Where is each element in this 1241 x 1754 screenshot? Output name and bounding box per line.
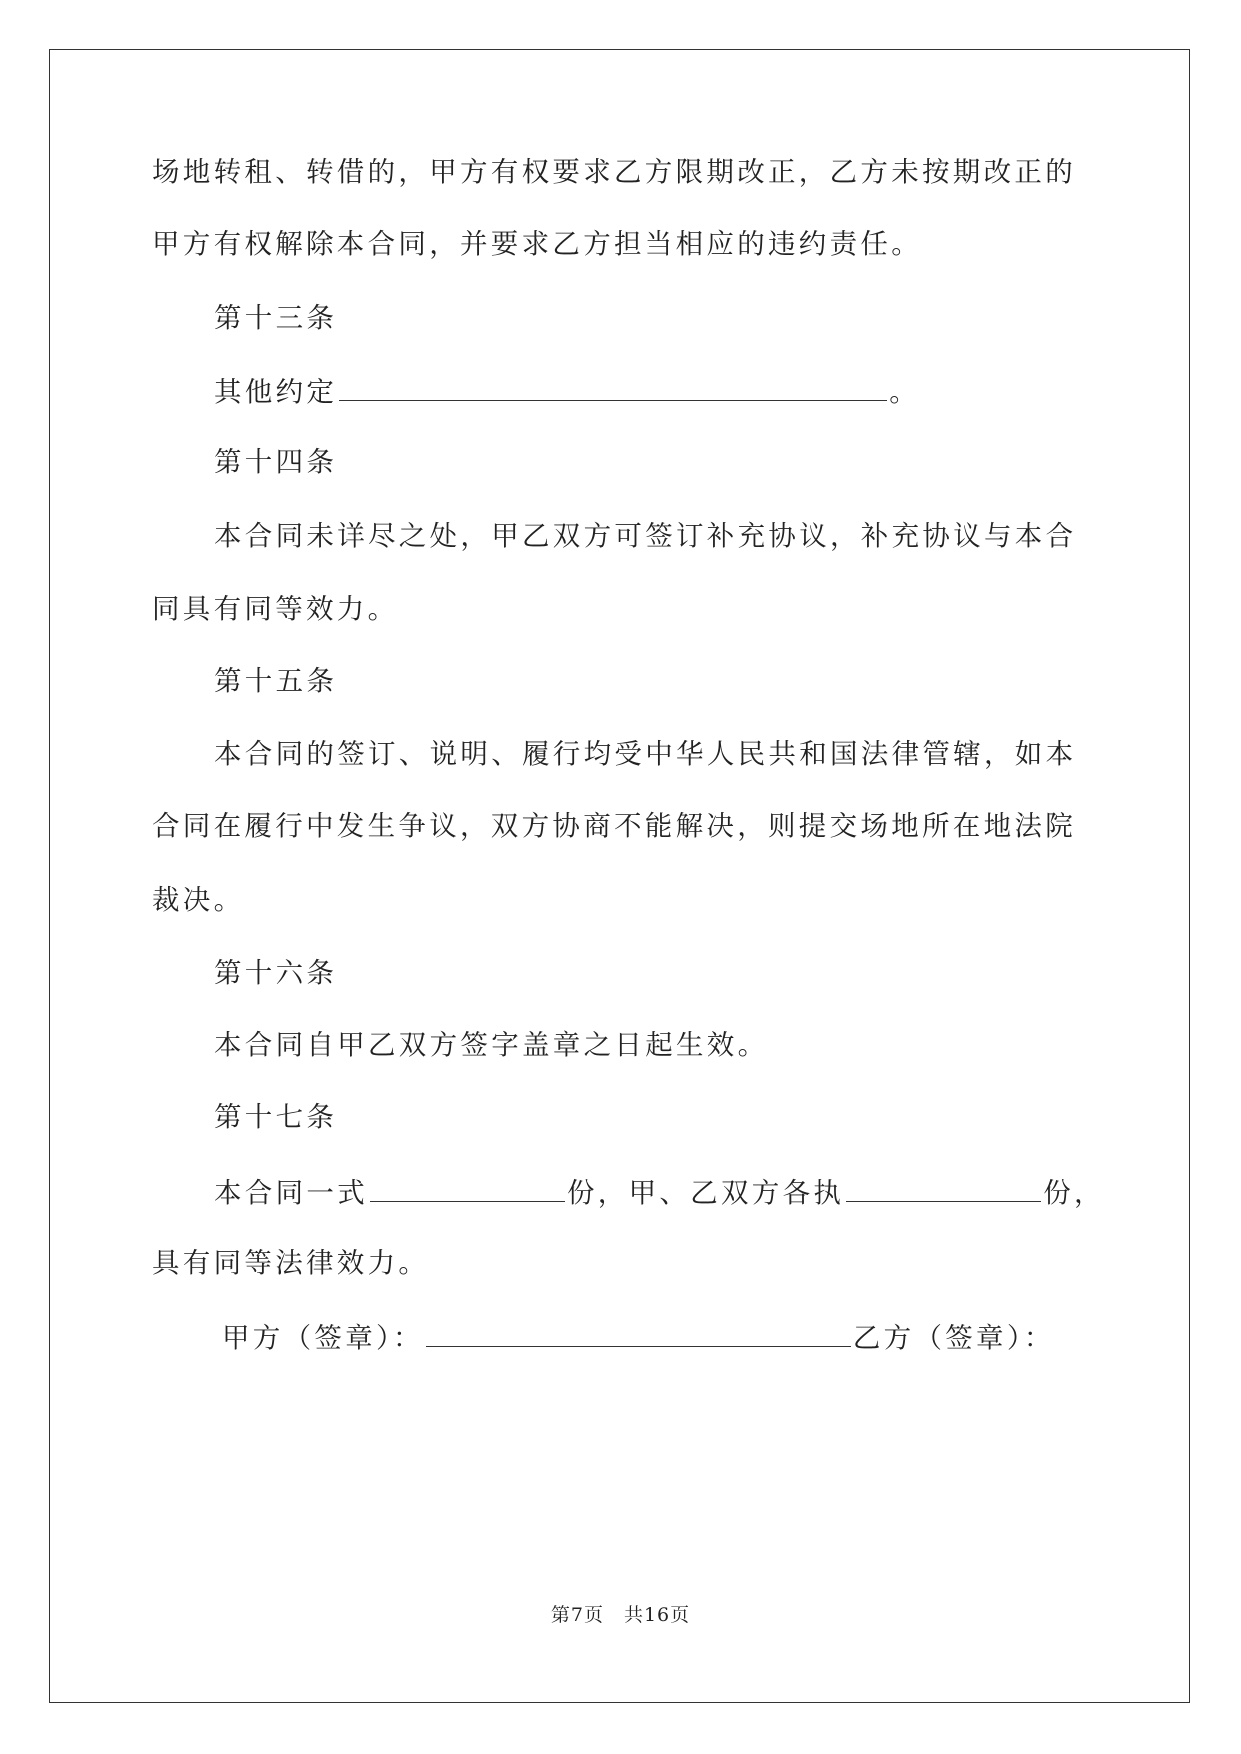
paragraph-line: 裁决。: [152, 884, 245, 916]
paragraph-line: 场地转租、转借的，甲方有权要求乙方限期改正，乙方未按期改正的: [152, 156, 1076, 188]
other-terms-blank[interactable]: [339, 370, 887, 401]
article-15-heading: 第十五条: [214, 665, 338, 697]
signature-line: [222, 1316, 1055, 1358]
paragraph-line: 同具有同等效力。: [152, 593, 399, 625]
copies-line: [214, 1171, 1105, 1213]
paragraph-line: 甲方有权解除本合同，并要求乙方担当相应的违约责任。: [152, 228, 922, 260]
paragraph-line: 合同在履行中发生争议，双方协商不能解决，则提交场地所在地法院: [152, 810, 1076, 842]
paragraph-line: 具有同等法律效力。: [152, 1247, 430, 1279]
copies-text-1: 本合同一式: [214, 1177, 368, 1209]
article-16-heading: 第十六条: [214, 957, 338, 989]
article-13-heading: 第十三条: [214, 302, 338, 334]
paragraph-line: 本合同自甲乙双方签字盖章之日起生效。: [214, 1029, 769, 1061]
paragraph-line: 本合同的签订、说明、履行均受中华人民共和国法律管辖，如本: [214, 738, 1077, 770]
article-14-heading: 第十四条: [214, 446, 338, 478]
copies-text-2: 份，甲、乙双方各执: [567, 1177, 845, 1209]
article-17-heading: 第十七条: [214, 1101, 338, 1133]
other-terms-label: 其他约定: [214, 376, 338, 408]
party-a-signature-blank[interactable]: [426, 1316, 851, 1347]
copies-total-blank[interactable]: [370, 1171, 565, 1202]
paragraph-line: 本合同未详尽之处，甲乙双方可签订补充协议，补充协议与本合: [214, 520, 1077, 552]
copies-each-blank[interactable]: [846, 1171, 1041, 1202]
other-terms-end: 。: [889, 376, 921, 408]
other-terms-line: [214, 370, 920, 412]
party-a-signature-label: 甲方（签章）：: [222, 1322, 424, 1354]
page-number: 第7页 共16页: [550, 1604, 691, 1626]
party-b-signature-label: 乙方（签章）：: [852, 1322, 1055, 1354]
copies-text-3: 份，: [1043, 1177, 1105, 1209]
